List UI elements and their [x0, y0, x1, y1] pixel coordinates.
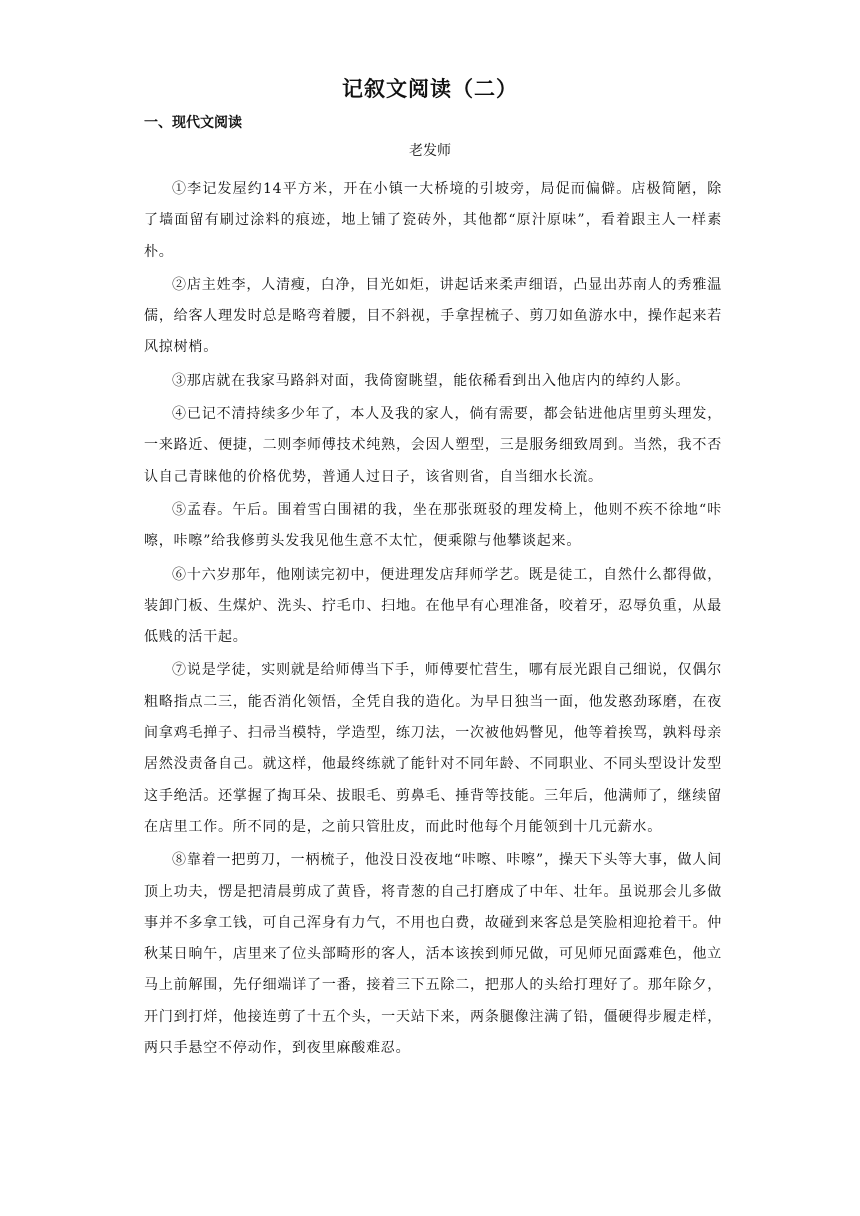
paragraph-4: ④已记不清持续多少年了，本人及我的家人，倘有需要，都会钻进他店里剪头理发，一来路近、便捷，二则李师傅技术纯熟，会因人塑型，三是服务细致周到。当然，我不否认自己青睐他的价格优势，普通人过日子，该省则省，自当细水长流。 — [144, 406, 722, 485]
paragraph-2: ②店主姓李，人清瘦，白净，目光如炬，讲起话来柔声细语，凸显出苏南人的秀雅温儒，给客人理发时总是略弯着腰，目不斜视，手拿捏梳子、剪刀如鱼游水中，操作起来若风掠树梢。 — [144, 276, 722, 356]
paragraph-5: ⑤孟春。午后。围着雪白围裙的我，坐在那张斑驳的理发椅上，他则不疾不徐地“咔嚓，咔嚓”给我修剪头发我见他生意不太忙，便乘隙与他攀谈起来。 — [144, 501, 722, 550]
paragraph-3: ③那店就在我家马路斜对面，我倚窗眺望，能依稀看到出入他店内的绰约人影。 — [172, 372, 690, 389]
article-body — [144, 174, 722, 1066]
paragraph-6: ⑥十六岁那年，他刚读完初中，便进理发店拜师学艺。既是徒工，自然什么都得做，装卸门板、生煤炉、洗头、拧毛巾、扫地。在他早有心理准备，咬着牙，忍辱负重，从最低贱的活干起。 — [144, 566, 722, 646]
paragraph-7: ⑦说是学徒，实则就是给师傅当下手，师傅要忙营生，哪有辰光跟自己细说，仅偶尔粗略指点二三，能否消化领悟，全凭自我的造化。为早日独当一面，他发憨劲琢磨，在夜间拿鸡毛掸子、扫帚当模特，学造型，练刀法，一次被他妈瞥见，他等着挨骂，孰料母亲居然没责备自己。就这样，他最终练就了能针对不同年龄、不同职业、不同头型设计发型这手绝活。还掌握了掏耳朵、拔眼毛、剪鼻毛、捶背等技能。三年后，他满师了，继续留在店里工作。所不同的是，之前只管肚皮，而此时他每个月能领到十几元薪水。 — [144, 662, 722, 835]
paragraph-1: ①李记发屋约14平方米，开在小镇一大桥境的引坡旁，局促而偏僻。店极简陋，除了墙面留有刷过涂料的痕迹，地上铺了瓷砖外，其他都“原汁原味”，看着跟主人一样素朴。 — [144, 181, 722, 260]
document-title: 记叙文阅读（二） — [342, 77, 518, 101]
article-title: 老发师 — [409, 143, 451, 159]
paragraph-8: ⑧靠着一把剪刀，一柄梳子，他没日没夜地“咔嚓、咔嚓”，操天下头等大事，做人间顶上功夫，愣是把清晨剪成了黄昏，将青葱的自己打磨成了中年、壮年。虽说那会儿多做事并不多拿工钱，可自己浑身有力气，不用也白费，故碰到来客总是笑脸相迎抢着干。仲秋某日晌午，店里来了位头部畸形的客人，活本该挨到师兄做，可见师兄面露难色，他立马上前解围，先仔细端详了一番，接着三下五除二，把那人的头给打理好了。那年除夕，开门到打烊，他接连剪了十五个头，一天站下来，两条腿像注满了铅，僵硬得步履走样，两只手悬空不停动作，到夜里麻酸难忍。 — [144, 852, 722, 1057]
section-heading: 一、现代文阅读 — [144, 115, 242, 131]
